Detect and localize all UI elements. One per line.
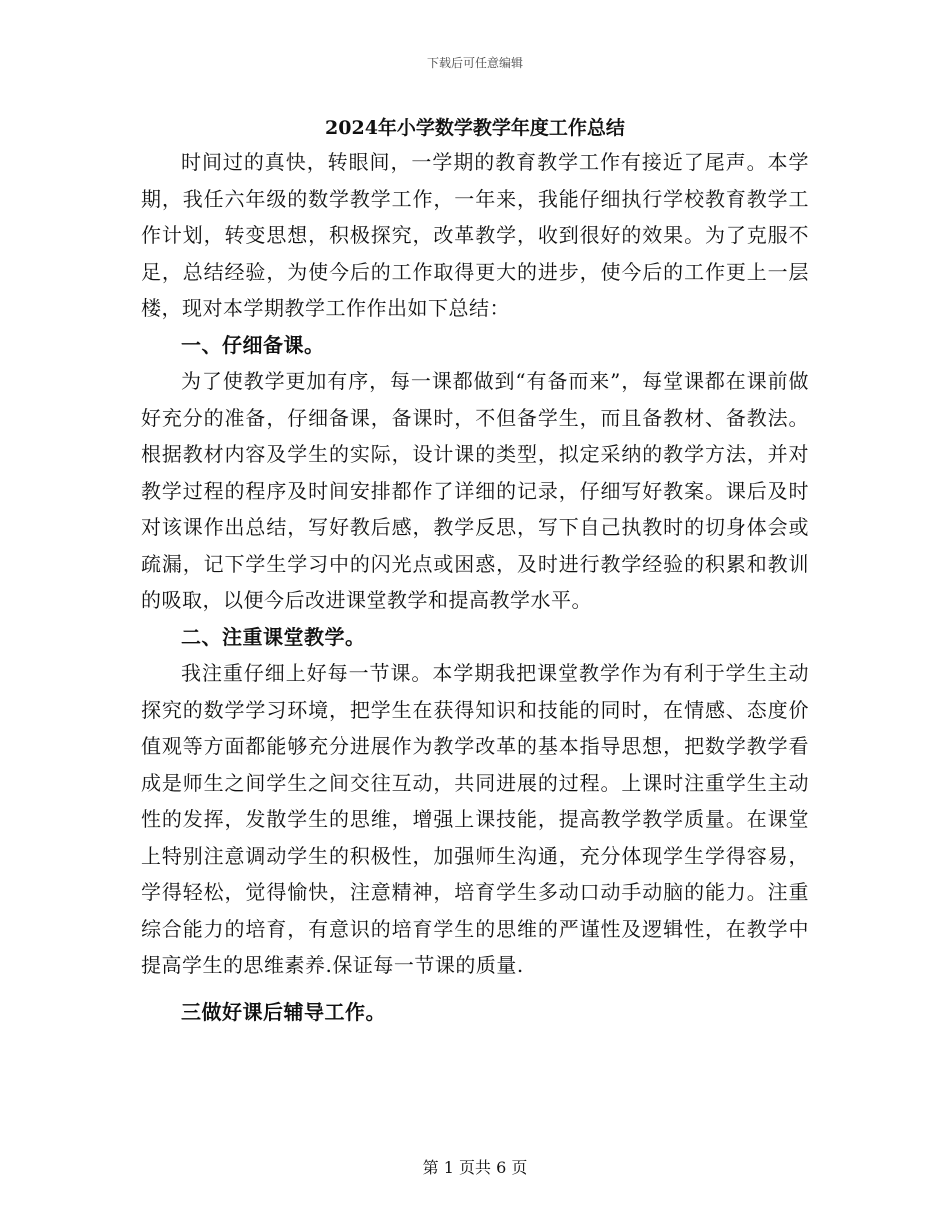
section-heading-3: 三做好课后辅导工作。 bbox=[181, 999, 386, 1024]
section-heading-2: 二、注重课堂教学。 bbox=[181, 624, 366, 649]
intro-paragraph: 时间过的真快，转眼间，一学期的教育教学工作有接近了尾声。本学期，我任六年级的数学教学工作，一年来，我能仔细执行学校教育教学工作计划，转变思想，积极探究，改革教学，收到很好的效果。为了克服不足，总结经验，为使今后的工作取得更大的进步，使今后的工作更上一层楼，现对本学期教学工作作出如下总结： bbox=[141, 150, 809, 320]
section-heading-1: 一、仔细备课。 bbox=[181, 332, 325, 357]
document-body bbox=[141, 144, 809, 1030]
page-header-note: 下载后可任意编辑 bbox=[426, 56, 523, 70]
document-title: 2024年小学数学教学年度工作总结 bbox=[325, 117, 625, 139]
section-paragraph-1: 为了使教学更加有序，每一课都做到“有备而来”，每堂课都在课前做好充分的准备，仔细备课，备课时，不但备学生，而且备教材、备教法。根据教材内容及学生的实际，设计课的类型，拟定采纳的教学方法，并对教学过程的程序及时间安排都作了详细的记录，仔细写好教案。课后及时对该课作出总结，写好教后感，教学反思，写下自己执教时的切身体会或疏漏，记下学生学习中的闪光点或困惑，及时进行教学经验的积累和教训的吸取，以便今后改进课堂教学和提高教学水平。 bbox=[141, 369, 809, 612]
page-number: 第 1 页共 6 页 bbox=[422, 1158, 528, 1177]
section-paragraph-2: 我注重仔细上好每一节课。本学期我把课堂教学作为有利于学生主动探究的数学学习环境，把学生在获得知识和技能的同时，在情感、态度价值观等方面都能够充分进展作为教学改革的基本指导思想，把数学教学看成是师生之间学生之间交往互动，共同进展的过程。上课时注重学生主动性的发挥，发散学生的思维，增强上课技能，提高教学教学质量。在课堂上特别注意调动学生的积极性，加强师生沟通，充分体现学生学得容易，学得轻松，觉得愉快，注意精神，培育学生多动口动手动脑的能力。注重综合能力的培育，有意识的培育学生的思维的严谨性及逻辑性，在教学中提高学生的思维素养.保证每一节课的质量. bbox=[141, 661, 809, 977]
